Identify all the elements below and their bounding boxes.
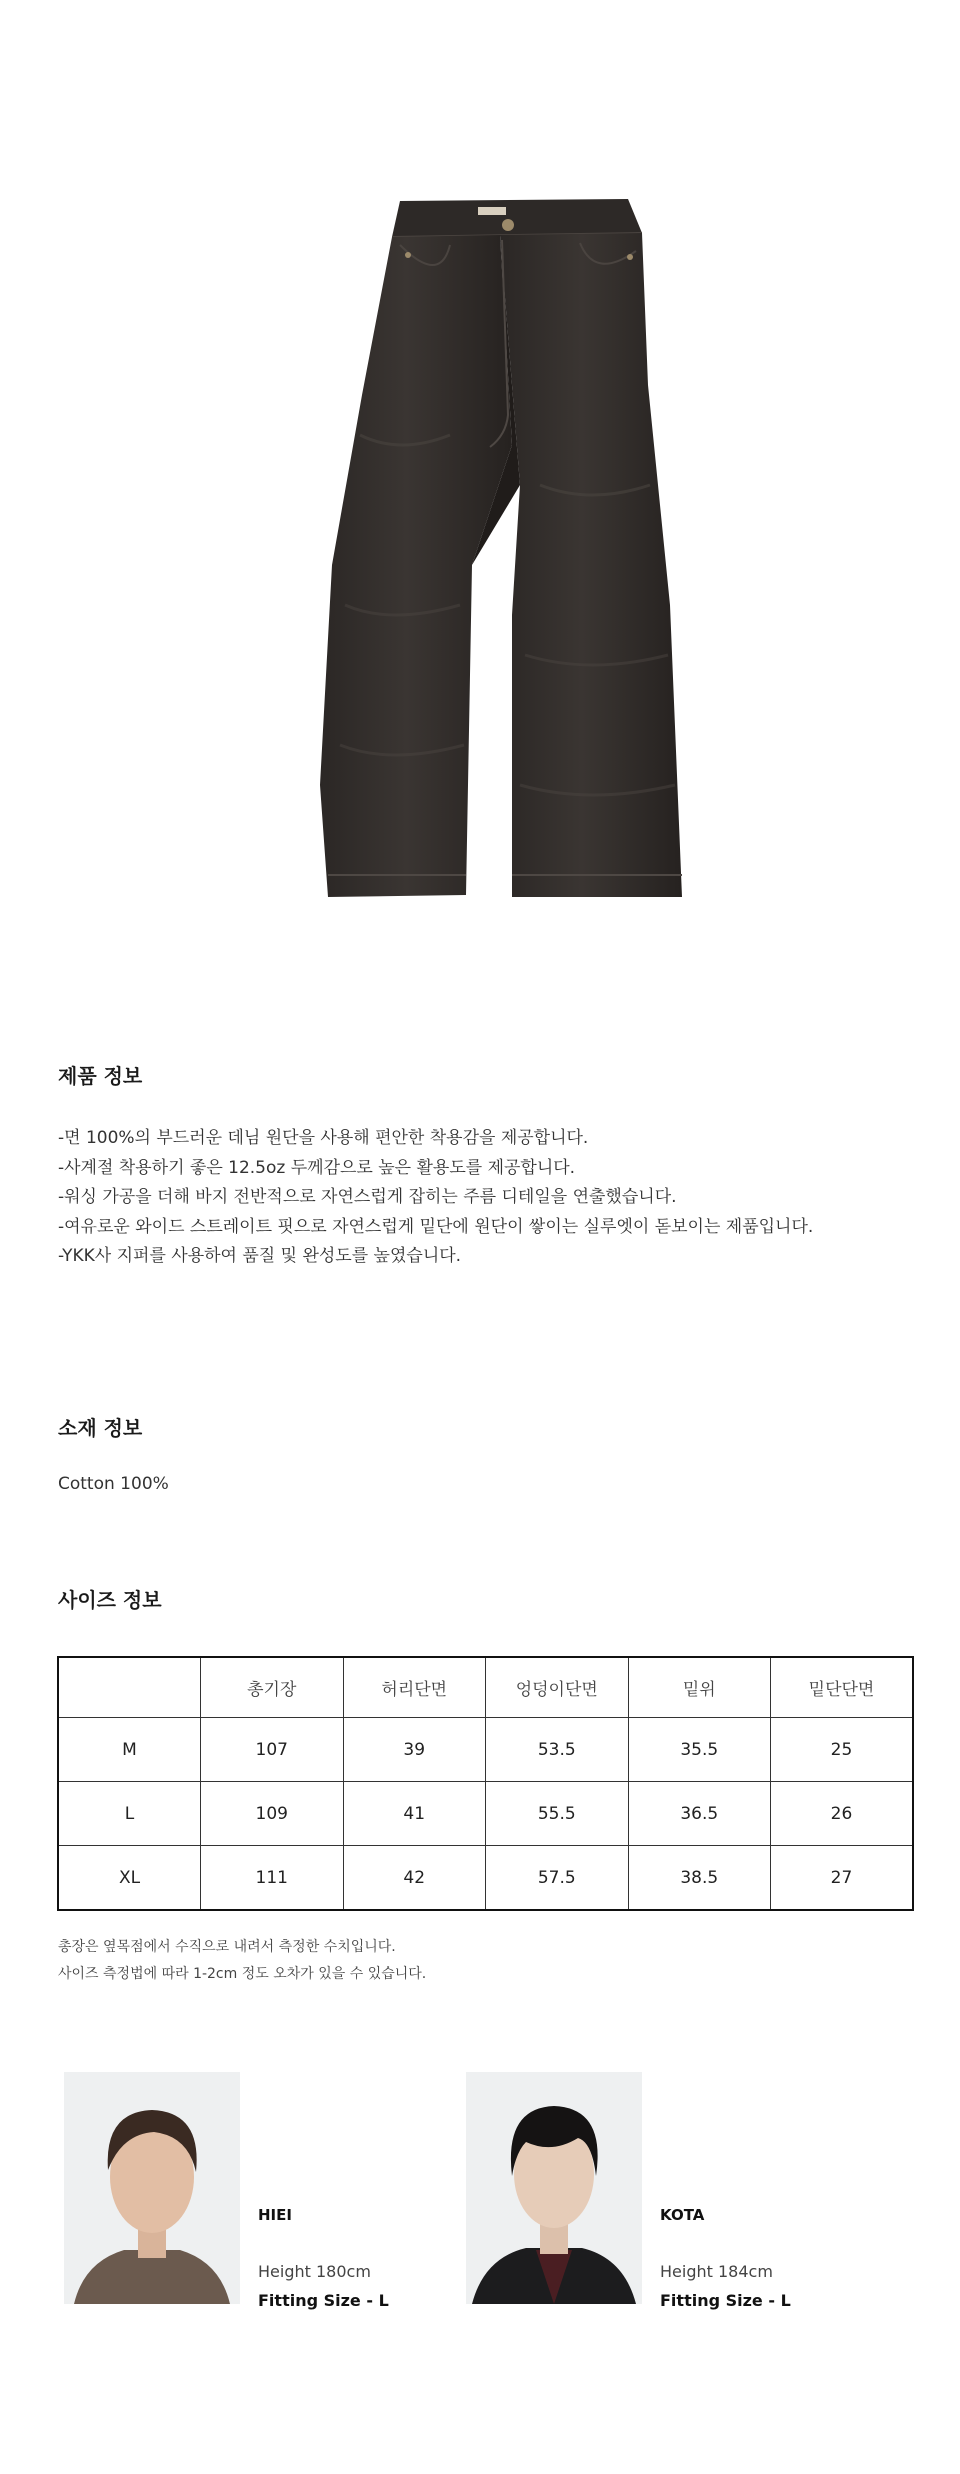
table-cell: 26 (771, 1782, 914, 1846)
product-info-title: 제품 정보 (58, 1064, 143, 1088)
table-cell: 42 (343, 1846, 486, 1911)
header-cell: 엉덩이단면 (486, 1657, 629, 1718)
table-cell: 55.5 (486, 1782, 629, 1846)
table-cell: 111 (201, 1846, 344, 1911)
table-cell: 39 (343, 1718, 486, 1782)
product-info-line: -여유로운 와이드 스트레이트 핏으로 자연스럽게 밑단에 원단이 쌓이는 실루엣이 돋보이는 제품입니다. (58, 1216, 814, 1237)
table-cell: 36.5 (628, 1782, 771, 1846)
header-cell: 허리단면 (343, 1657, 486, 1718)
size-notes (58, 1934, 426, 1988)
material-info-title: 소재 정보 (58, 1416, 143, 1440)
model-height: Height 184cm (660, 2262, 773, 2281)
product-info-list (58, 1124, 813, 1272)
table-cell: 53.5 (486, 1718, 629, 1782)
size-label: L (58, 1782, 201, 1846)
header-cell: 밑위 (628, 1657, 771, 1718)
header-cell: 총기장 (201, 1657, 344, 1718)
table-row (58, 1718, 913, 1782)
model-photo-hiei (64, 2072, 240, 2304)
model-photo-kota (466, 2072, 642, 2304)
model-portrait-icon (64, 2072, 240, 2304)
size-label: XL (58, 1846, 201, 1911)
product-info-line: -면 100%의 부드러운 데님 원단을 사용해 편안한 착용감을 제공합니다. (58, 1128, 589, 1148)
size-label: M (58, 1718, 201, 1782)
product-info-line: -워싱 가공을 더해 바지 전반적으로 자연스럽게 잡히는 주름 디테일을 연출했습니다. (58, 1187, 677, 1207)
model-name: KOTA (660, 2206, 705, 2224)
size-table-header (58, 1657, 913, 1718)
table-row (58, 1782, 913, 1846)
model-fitting-size: Fitting Size - L (258, 2291, 389, 2310)
table-row (58, 1846, 913, 1911)
table-cell: 38.5 (628, 1846, 771, 1911)
table-cell: 27 (771, 1846, 914, 1911)
table-cell: 109 (201, 1782, 344, 1846)
material-value: Cotton 100% (58, 1474, 169, 1494)
model-fitting-size: Fitting Size - L (660, 2291, 791, 2310)
product-info-line: -사계절 착용하기 좋은 12.5oz 두께감으로 높은 활용도를 제공합니다. (58, 1157, 576, 1178)
size-note: 사이즈 측정법에 따라 1-2cm 정도 오차가 있을 수 있습니다. (58, 1966, 427, 1982)
table-cell: 57.5 (486, 1846, 629, 1911)
table-cell: 107 (201, 1718, 344, 1782)
table-cell: 25 (771, 1718, 914, 1782)
size-table (57, 1656, 914, 1911)
size-note: 총장은 옆목점에서 수직으로 내려서 측정한 수치입니다. (58, 1939, 396, 1955)
product-info-line: -YKK사 지퍼를 사용하여 품질 및 완성도를 높였습니다. (58, 1246, 462, 1266)
header-cell: 밑단단면 (771, 1657, 914, 1718)
header-cell (58, 1657, 201, 1718)
model-height: Height 180cm (258, 2262, 371, 2281)
table-cell: 41 (343, 1782, 486, 1846)
product-image-jeans (250, 185, 710, 920)
model-portrait-icon (466, 2072, 642, 2304)
size-info-title: 사이즈 정보 (58, 1588, 162, 1612)
model-name: HIEI (258, 2206, 292, 2224)
table-cell: 35.5 (628, 1718, 771, 1782)
